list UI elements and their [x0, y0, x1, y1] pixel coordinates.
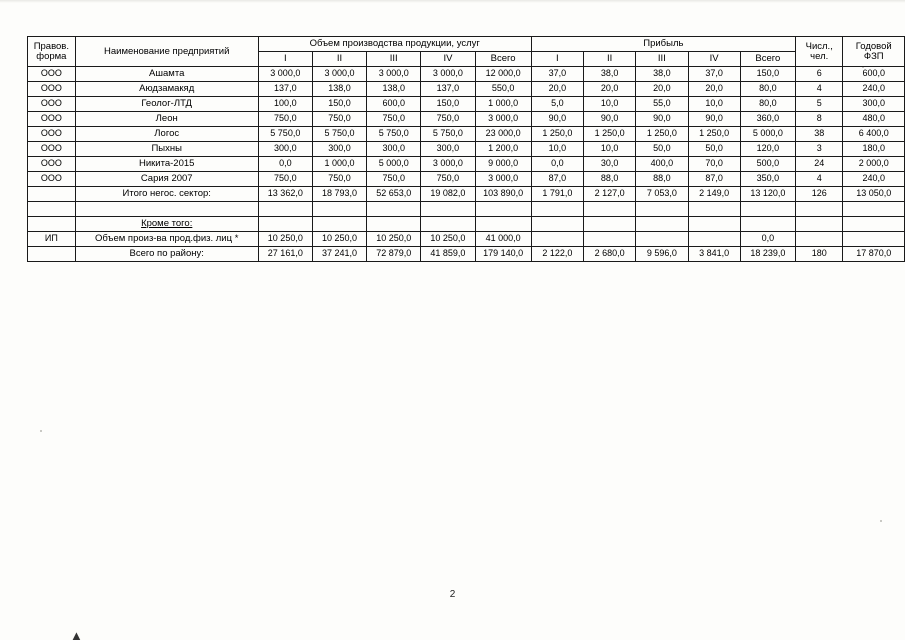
cell-profit-q4: 37,0	[688, 67, 740, 82]
cell-profit-q2: 1 250,0	[584, 127, 636, 142]
cell-enterprise-name: Объем произ-ва прод.физ. лиц *	[75, 232, 258, 247]
table-row	[28, 142, 905, 157]
cell-volume-q2: 1 000,0	[312, 157, 366, 172]
cell-profit-total: 500,0	[740, 157, 795, 172]
table-header-row-top	[28, 37, 905, 52]
cell-volume-q4: 750,0	[421, 172, 475, 187]
cell-volume-total: 179 140,0	[475, 247, 531, 262]
cell-volume-q3: 72 879,0	[367, 247, 421, 262]
cell-profit-q2: 20,0	[584, 82, 636, 97]
cell-volume-total: 3 000,0	[475, 172, 531, 187]
cell-profit-q2	[584, 232, 636, 247]
cell-legal-form	[28, 247, 76, 262]
header-volume-group: Объем производства продукции, услуг	[258, 37, 531, 52]
cell-profit-q3: 7 053,0	[636, 187, 688, 202]
cell-volume-q1: 5 750,0	[258, 127, 312, 142]
cell-profit-q2: 90,0	[584, 112, 636, 127]
cell-volume-q1: 3 000,0	[258, 67, 312, 82]
cell-profit-total: 0,0	[740, 232, 795, 247]
cell-volume-q1: 100,0	[258, 97, 312, 112]
cell-legal-form: ООО	[28, 82, 76, 97]
cell-volume-q4: 10 250,0	[421, 232, 475, 247]
cell-profit-q3: 90,0	[636, 112, 688, 127]
header-profit-q3: III	[636, 52, 688, 67]
cell-volume-q3: 750,0	[367, 172, 421, 187]
cell-profit-q4: 20,0	[688, 82, 740, 97]
cell-headcount: 4	[795, 172, 843, 187]
cell-annual-fund	[843, 232, 905, 247]
cell-profit-q4: 10,0	[688, 97, 740, 112]
cell-volume-total: 41 000,0	[475, 232, 531, 247]
cell-profit-q4: 3 841,0	[688, 247, 740, 262]
cell-volume-q3: 52 653,0	[367, 187, 421, 202]
cell-volume-q3: 600,0	[367, 97, 421, 112]
cell-headcount: 180	[795, 247, 843, 262]
cell-enterprise-name: Никита-2015	[75, 157, 258, 172]
header-headcount-line1: Числ.,	[805, 40, 833, 52]
cell-profit-q2: 2 680,0	[584, 247, 636, 262]
cell-profit-q3	[636, 217, 688, 232]
cell-headcount	[795, 232, 843, 247]
cell-volume-q1: 750,0	[258, 172, 312, 187]
cell-profit-total: 13 120,0	[740, 187, 795, 202]
cell-profit-q2	[584, 202, 636, 217]
cell-volume-q1	[258, 217, 312, 232]
cell-legal-form	[28, 187, 76, 202]
cell-enterprise-name: Пыхны	[75, 142, 258, 157]
cell-enterprise-name: Ашамта	[75, 67, 258, 82]
cell-legal-form	[28, 217, 76, 232]
cell-volume-q3: 10 250,0	[367, 232, 421, 247]
header-legal-form-line2: форма	[36, 50, 67, 62]
cell-volume-q4: 750,0	[421, 112, 475, 127]
cell-profit-q1: 1 791,0	[531, 187, 583, 202]
table-row	[28, 127, 905, 142]
cell-profit-q2	[584, 217, 636, 232]
cell-volume-q2: 18 793,0	[312, 187, 366, 202]
cell-volume-q2	[312, 217, 366, 232]
cell-legal-form: ООО	[28, 157, 76, 172]
cell-profit-q3: 88,0	[636, 172, 688, 187]
cell-profit-total: 80,0	[740, 82, 795, 97]
cell-volume-q1: 13 362,0	[258, 187, 312, 202]
cell-enterprise-name: Всего по району:	[75, 247, 258, 262]
cell-profit-q1	[531, 232, 583, 247]
header-profit-total: Всего	[740, 52, 795, 67]
cell-profit-q4: 2 149,0	[688, 187, 740, 202]
cell-volume-q2: 750,0	[312, 112, 366, 127]
cell-profit-q4: 87,0	[688, 172, 740, 187]
table-row	[28, 67, 905, 82]
cell-profit-q3	[636, 202, 688, 217]
cell-volume-q2: 5 750,0	[312, 127, 366, 142]
cell-profit-q1: 0,0	[531, 157, 583, 172]
cell-profit-total	[740, 202, 795, 217]
cell-enterprise-name: Логос	[75, 127, 258, 142]
cell-volume-q3	[367, 217, 421, 232]
scan-speckle	[40, 430, 42, 432]
cell-volume-total: 23 000,0	[475, 127, 531, 142]
cell-volume-q3: 5 750,0	[367, 127, 421, 142]
cell-enterprise-name: Итого негос. сектор:	[75, 187, 258, 202]
cell-volume-q3: 3 000,0	[367, 67, 421, 82]
cell-profit-q3: 400,0	[636, 157, 688, 172]
cell-enterprise-name: Геолог-ЛТД	[75, 97, 258, 112]
cell-profit-q1	[531, 202, 583, 217]
cell-headcount: 3	[795, 142, 843, 157]
cell-profit-total: 150,0	[740, 67, 795, 82]
cell-volume-q1	[258, 202, 312, 217]
cell-profit-q2: 30,0	[584, 157, 636, 172]
cell-volume-q4: 3 000,0	[421, 67, 475, 82]
header-profit-q4: IV	[688, 52, 740, 67]
cell-profit-q2: 38,0	[584, 67, 636, 82]
table-row-subtotal	[28, 187, 905, 202]
cell-profit-total: 18 239,0	[740, 247, 795, 262]
cell-headcount: 126	[795, 187, 843, 202]
cell-volume-total: 1 200,0	[475, 142, 531, 157]
cell-profit-q4: 1 250,0	[688, 127, 740, 142]
cell-profit-q2: 10,0	[584, 142, 636, 157]
cell-headcount: 4	[795, 82, 843, 97]
cell-annual-fund: 2 000,0	[843, 157, 905, 172]
table-row	[28, 172, 905, 187]
scan-corner-mark: ▲	[70, 628, 83, 643]
header-headcount-line2: чел.	[810, 50, 829, 62]
header-volume-total: Всего	[475, 52, 531, 67]
cell-enterprise-name	[75, 202, 258, 217]
cell-annual-fund: 480,0	[843, 112, 905, 127]
cell-volume-q4: 41 859,0	[421, 247, 475, 262]
cell-headcount: 24	[795, 157, 843, 172]
cell-profit-q1: 5,0	[531, 97, 583, 112]
cell-volume-q1: 10 250,0	[258, 232, 312, 247]
cell-headcount: 8	[795, 112, 843, 127]
header-volume-q2: II	[312, 52, 366, 67]
table-row	[28, 157, 905, 172]
table-row	[28, 112, 905, 127]
cell-profit-q3: 55,0	[636, 97, 688, 112]
cell-volume-q2	[312, 202, 366, 217]
cell-legal-form: ООО	[28, 127, 76, 142]
cell-profit-q2: 2 127,0	[584, 187, 636, 202]
cell-annual-fund	[843, 202, 905, 217]
cell-volume-q3	[367, 202, 421, 217]
cell-profit-total: 5 000,0	[740, 127, 795, 142]
cell-volume-q4: 5 750,0	[421, 127, 475, 142]
header-volume-q3: III	[367, 52, 421, 67]
cell-volume-q1: 27 161,0	[258, 247, 312, 262]
cell-annual-fund: 6 400,0	[843, 127, 905, 142]
cell-profit-q1: 20,0	[531, 82, 583, 97]
cell-profit-q4: 70,0	[688, 157, 740, 172]
production-table	[27, 36, 905, 262]
header-annual-fund-line2: ФЗП	[863, 50, 884, 62]
cell-profit-q3: 38,0	[636, 67, 688, 82]
cell-enterprise-name: Сария 2007	[75, 172, 258, 187]
cell-volume-q2: 138,0	[312, 82, 366, 97]
table-row-note	[28, 217, 905, 232]
cell-annual-fund: 13 050,0	[843, 187, 905, 202]
cell-profit-total: 350,0	[740, 172, 795, 187]
header-legal-form	[28, 37, 76, 67]
cell-volume-q2: 3 000,0	[312, 67, 366, 82]
cell-volume-q2: 300,0	[312, 142, 366, 157]
cell-annual-fund: 600,0	[843, 67, 905, 82]
header-headcount	[795, 37, 843, 67]
header-profit-q2: II	[584, 52, 636, 67]
cell-profit-q3: 1 250,0	[636, 127, 688, 142]
table-row-grand-total	[28, 247, 905, 262]
cell-profit-q4	[688, 217, 740, 232]
cell-volume-q4: 19 082,0	[421, 187, 475, 202]
cell-profit-q1: 87,0	[531, 172, 583, 187]
cell-profit-q2: 10,0	[584, 97, 636, 112]
cell-besides-label: Кроме того:	[75, 217, 258, 232]
cell-volume-q3: 5 000,0	[367, 157, 421, 172]
cell-profit-q1: 1 250,0	[531, 127, 583, 142]
cell-volume-q4: 137,0	[421, 82, 475, 97]
table-row-individual-entrepreneurs	[28, 232, 905, 247]
cell-profit-q4: 90,0	[688, 112, 740, 127]
cell-volume-q4	[421, 202, 475, 217]
cell-volume-total: 3 000,0	[475, 112, 531, 127]
cell-volume-q1: 750,0	[258, 112, 312, 127]
cell-profit-total: 360,0	[740, 112, 795, 127]
cell-legal-form: ООО	[28, 142, 76, 157]
cell-profit-q4	[688, 202, 740, 217]
cell-profit-q3: 9 596,0	[636, 247, 688, 262]
cell-legal-form: ООО	[28, 112, 76, 127]
cell-profit-q1	[531, 217, 583, 232]
header-enterprise-name: Наименование предприятий	[75, 37, 258, 67]
cell-volume-q4: 300,0	[421, 142, 475, 157]
cell-volume-q3: 300,0	[367, 142, 421, 157]
cell-volume-q4	[421, 217, 475, 232]
header-volume-q1: I	[258, 52, 312, 67]
header-annual-fund-line1: Годовой	[855, 40, 892, 52]
cell-legal-form: ООО	[28, 172, 76, 187]
table-row-blank	[28, 202, 905, 217]
cell-volume-q3: 138,0	[367, 82, 421, 97]
cell-annual-fund	[843, 217, 905, 232]
header-annual-fund	[843, 37, 905, 67]
cell-volume-q2: 150,0	[312, 97, 366, 112]
cell-volume-q1: 0,0	[258, 157, 312, 172]
cell-volume-total	[475, 202, 531, 217]
cell-volume-q4: 3 000,0	[421, 157, 475, 172]
cell-volume-q1: 137,0	[258, 82, 312, 97]
cell-volume-total: 12 000,0	[475, 67, 531, 82]
cell-legal-form: ИП	[28, 232, 76, 247]
cell-volume-total: 103 890,0	[475, 187, 531, 202]
cell-profit-q1: 10,0	[531, 142, 583, 157]
scan-speckle	[880, 520, 882, 522]
cell-enterprise-name: Аюдзамакяд	[75, 82, 258, 97]
cell-volume-q1: 300,0	[258, 142, 312, 157]
cell-headcount: 5	[795, 97, 843, 112]
header-legal-form-line1: Правов.	[33, 40, 69, 52]
cell-headcount	[795, 202, 843, 217]
cell-enterprise-name: Леон	[75, 112, 258, 127]
cell-profit-total	[740, 217, 795, 232]
cell-volume-total	[475, 217, 531, 232]
cell-profit-q1: 37,0	[531, 67, 583, 82]
cell-headcount	[795, 217, 843, 232]
table-row	[28, 97, 905, 112]
cell-legal-form: ООО	[28, 97, 76, 112]
cell-profit-q4	[688, 232, 740, 247]
cell-profit-total: 80,0	[740, 97, 795, 112]
cell-annual-fund: 240,0	[843, 172, 905, 187]
cell-headcount: 6	[795, 67, 843, 82]
cell-volume-q3: 750,0	[367, 112, 421, 127]
header-profit-q1: I	[531, 52, 583, 67]
page-number: 2	[449, 589, 456, 600]
cell-volume-q2: 37 241,0	[312, 247, 366, 262]
cell-profit-q3	[636, 232, 688, 247]
cell-volume-q2: 750,0	[312, 172, 366, 187]
cell-profit-total: 120,0	[740, 142, 795, 157]
cell-volume-total: 9 000,0	[475, 157, 531, 172]
cell-volume-total: 1 000,0	[475, 97, 531, 112]
cell-legal-form: ООО	[28, 67, 76, 82]
cell-volume-q2: 10 250,0	[312, 232, 366, 247]
cell-headcount: 38	[795, 127, 843, 142]
cell-profit-q1: 2 122,0	[531, 247, 583, 262]
cell-annual-fund: 180,0	[843, 142, 905, 157]
table-row	[28, 82, 905, 97]
cell-profit-q2: 88,0	[584, 172, 636, 187]
header-volume-q4: IV	[421, 52, 475, 67]
scan-edge	[0, 0, 905, 3]
cell-volume-q4: 150,0	[421, 97, 475, 112]
cell-profit-q3: 20,0	[636, 82, 688, 97]
cell-volume-total: 550,0	[475, 82, 531, 97]
cell-profit-q4: 50,0	[688, 142, 740, 157]
cell-annual-fund: 300,0	[843, 97, 905, 112]
cell-profit-q1: 90,0	[531, 112, 583, 127]
header-profit-group: Прибыль	[531, 37, 795, 52]
cell-profit-q3: 50,0	[636, 142, 688, 157]
cell-annual-fund: 240,0	[843, 82, 905, 97]
cell-annual-fund: 17 870,0	[843, 247, 905, 262]
cell-legal-form	[28, 202, 76, 217]
